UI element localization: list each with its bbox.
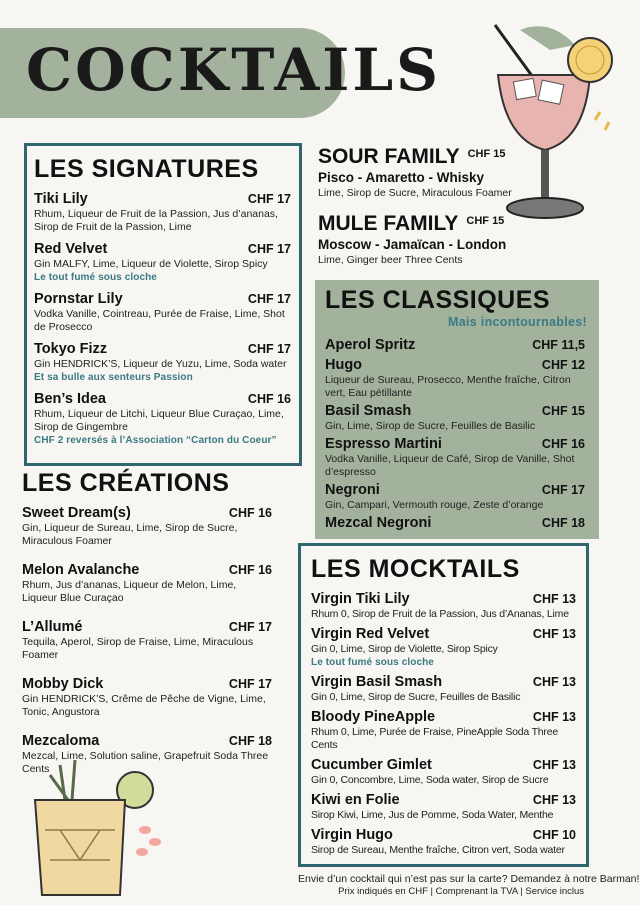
item-ingredients: Gin HENDRICK’S, Crême de Pêche de Vigne, Lime, Tonic, Angustora xyxy=(22,693,266,718)
menu-item xyxy=(34,191,291,234)
item-ingredients: Vodka Vanille, Cointreau, Purée de Fraise, Lime, Shot de Prosecco xyxy=(34,308,285,333)
family-desc: Lime, Sirop de Sucre, Miraculous Foamer xyxy=(318,187,512,199)
section-heading: LES SIGNATURES xyxy=(34,155,259,183)
family-subtitle: Pisco - Amaretto - Whisky xyxy=(318,170,485,185)
item-name: Virgin Hugo xyxy=(311,827,393,843)
family-name: SOUR FAMILY xyxy=(318,145,460,168)
section-heading: LES MOCKTAILS xyxy=(311,555,520,583)
menu-item xyxy=(22,505,272,548)
item-name: Tiki Lily xyxy=(34,191,88,207)
item-price: CHF 16 xyxy=(541,437,585,451)
footer-price-info: Prix indiqués en CHF | Comprenant la TVA | Service inclus xyxy=(338,886,584,897)
item-price: CHF 13 xyxy=(532,627,576,641)
mocktails-section xyxy=(298,543,589,867)
item-price: CHF 15 xyxy=(541,404,585,418)
item-price: CHF 17 xyxy=(541,483,585,497)
item-ingredients: Gin HENDRICK’S, Liqueur de Yuzu, Lime, Soda water xyxy=(34,358,287,370)
item-ingredients: Gin, Lime, Sirop de Sucre, Feuilles de Basilic xyxy=(325,420,536,432)
item-ingredients: Gin 0, Lime, Sirop de Sucre, Feuilles de Basilic xyxy=(311,691,521,703)
item-price: CHF 17 xyxy=(247,192,291,206)
item-name: Aperol Spritz xyxy=(325,337,416,353)
menu-item xyxy=(325,482,585,512)
item-ingredients: Tequila, Aperol, Sirop de Fraise, Lime, Miraculous Foamer xyxy=(22,636,254,661)
item-note: Le tout fumé sous cloche xyxy=(311,657,434,668)
item-price: CHF 11,5 xyxy=(532,338,585,352)
family-desc: Lime, Ginger beer Three Cents xyxy=(318,254,463,266)
menu-item xyxy=(325,403,585,433)
menu-item xyxy=(311,626,576,669)
item-price: CHF 18 xyxy=(228,734,272,748)
families-section xyxy=(318,142,600,280)
menu-item xyxy=(311,591,576,621)
item-price: CHF 16 xyxy=(247,392,291,406)
item-ingredients: Rhum 0, Sirop de Fruit de la Passion, Jus d’Ananas, Lime xyxy=(311,608,569,620)
family-mule xyxy=(318,209,600,267)
item-price: CHF 13 xyxy=(532,675,576,689)
item-price: CHF 13 xyxy=(532,758,576,772)
menu-item xyxy=(22,676,272,719)
menu-item xyxy=(325,515,585,532)
signatures-section xyxy=(24,143,302,466)
item-price: CHF 13 xyxy=(532,793,576,807)
menu-item xyxy=(311,827,576,857)
menu-item xyxy=(325,357,585,400)
item-ingredients: Sirop Kiwi, Lime, Jus de Pomme, Soda Water, Menthe xyxy=(311,809,554,821)
item-ingredients: Rhum, Liqueur de Litchi, Liqueur Blue Curaçao, Lime, Sirop de Gingembre xyxy=(34,408,284,433)
footer-barman-note: Envie d’un cocktail qui n’est pas sur la carte? Demandez à notre Barman! xyxy=(298,873,640,885)
menu-item xyxy=(311,709,576,752)
item-ingredients: Gin MALFY, Lime, Liqueur de Violette, Sirop Spicy xyxy=(34,258,268,270)
item-price: CHF 13 xyxy=(532,592,576,606)
item-name: Mezcal Negroni xyxy=(325,515,432,531)
footer xyxy=(298,873,640,898)
item-ingredients: Liqueur de Sureau, Prosecco, Menthe fraîche, Citron vert, Eau pétillante xyxy=(325,374,571,399)
menu-item xyxy=(34,241,291,284)
item-price: CHF 16 xyxy=(228,506,272,520)
item-name: Basil Smash xyxy=(325,403,412,419)
item-price: CHF 17 xyxy=(247,292,291,306)
classiques-tagline: Mais incontournables! xyxy=(448,315,587,329)
item-name: Kiwi en Folie xyxy=(311,792,400,808)
creations-section xyxy=(22,468,272,776)
menu-item xyxy=(325,337,585,354)
family-sour xyxy=(318,142,600,200)
item-name: Ben’s Idea xyxy=(34,391,106,407)
item-name: Negroni xyxy=(325,482,380,498)
menu-item xyxy=(311,757,576,787)
item-ingredients: Sirop de Sureau, Menthe fraîche, Citron vert, Soda water xyxy=(311,844,565,856)
item-price: CHF 17 xyxy=(228,620,272,634)
classiques-section xyxy=(315,280,599,539)
item-ingredients: Rhum 0, Lime, Purée de Fraise, PineApple Soda Three Cents xyxy=(311,726,558,751)
item-name: Virgin Tiki Lily xyxy=(311,591,410,607)
item-price: CHF 16 xyxy=(228,563,272,577)
item-price: CHF 17 xyxy=(247,342,291,356)
item-name: Sweet Dream(s) xyxy=(22,505,131,521)
item-ingredients: Gin 0, Lime, Sirop de Violette, Sirop Spicy xyxy=(311,643,498,655)
item-name: Red Velvet xyxy=(34,241,108,257)
item-name: Tokyo Fizz xyxy=(34,341,108,357)
item-price: CHF 10 xyxy=(532,828,576,842)
item-ingredients: Vodka Vanille, Liqueur de Café, Sirop de Vanille, Shot d’espresso xyxy=(325,453,575,478)
family-subtitle: Moscow - Jamaïcan - London xyxy=(318,237,507,252)
item-note: Et sa bulle aux senteurs Passion xyxy=(34,372,193,383)
item-ingredients: Gin, Liqueur de Sureau, Lime, Sirop de Sucre, Miraculous Foamer xyxy=(22,522,238,547)
item-ingredients: Rhum, Jus d’ananas, Liqueur de Melon, Lime, Liqueur Blue Curaçao xyxy=(22,579,237,604)
item-ingredients: Mezcal, Lime, Solution saline, Grapefruit Soda Three Cents xyxy=(22,750,269,775)
item-name: Virgin Red Velvet xyxy=(311,626,430,642)
item-name: L’Allumé xyxy=(22,619,83,635)
item-name: Virgin Basil Smash xyxy=(311,674,443,690)
item-price: CHF 17 xyxy=(247,242,291,256)
item-price: CHF 13 xyxy=(532,710,576,724)
menu-item xyxy=(34,291,291,334)
menu-item xyxy=(311,792,576,822)
item-name: Mezcaloma xyxy=(22,733,100,749)
left-column xyxy=(22,143,302,776)
menu-item xyxy=(22,562,272,605)
menu-item xyxy=(311,674,576,704)
item-name: Melon Avalanche xyxy=(22,562,140,578)
item-price: CHF 12 xyxy=(541,358,585,372)
item-price: CHF 18 xyxy=(541,516,585,530)
section-heading: LES CLASSIQUES xyxy=(325,286,551,314)
item-price: CHF 17 xyxy=(228,677,272,691)
item-name: Espresso Martini xyxy=(325,436,442,452)
item-ingredients: Gin 0, Concombre, Lime, Soda water, Sirop de Sucre xyxy=(311,774,549,786)
item-ingredients: Rhum, Liqueur de Fruit de la Passion, Jus d’ananas, Sirop de Fruit de la Passion, Lime xyxy=(34,208,278,233)
menu-item xyxy=(325,436,585,479)
item-note: Le tout fumé sous cloche xyxy=(34,272,157,283)
item-name: Bloody PineApple xyxy=(311,709,436,725)
family-name: MULE FAMILY xyxy=(318,212,459,235)
item-name: Pornstar Lily xyxy=(34,291,123,307)
item-note: CHF 2 reversés à l’Association “Carton du Coeur” xyxy=(34,435,277,446)
menu-item xyxy=(34,391,291,447)
page-title: COCKTAILS xyxy=(26,36,442,104)
menu-item xyxy=(22,733,272,776)
item-ingredients: Gin, Campari, Vermouth rouge, Zeste d’orange xyxy=(325,499,544,511)
item-name: Mobby Dick xyxy=(22,676,104,692)
family-price: CHF 15 xyxy=(467,148,506,160)
family-price: CHF 15 xyxy=(466,215,505,227)
item-name: Cucumber Gimlet xyxy=(311,757,432,773)
mocktail-glass-illustration xyxy=(20,760,180,900)
menu-item xyxy=(34,341,291,384)
right-column xyxy=(298,142,640,898)
item-name: Hugo xyxy=(325,357,363,373)
section-heading: LES CRÉATIONS xyxy=(22,469,230,497)
menu-item xyxy=(22,619,272,662)
